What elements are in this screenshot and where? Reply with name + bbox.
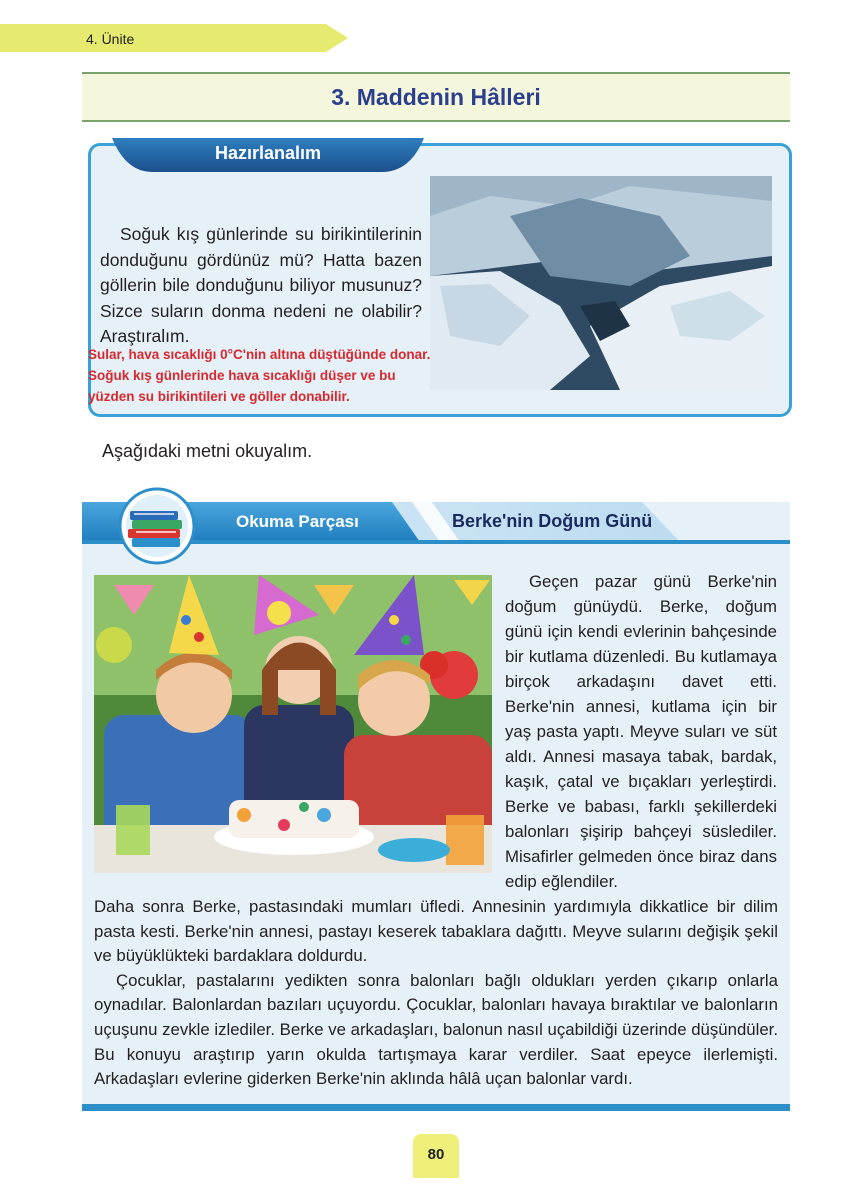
prep-tab-label: Hazırlanalım xyxy=(214,143,322,163)
reading-instruction: Aşağıdaki metni okuyalım. xyxy=(102,441,313,461)
frozen-lake-photo xyxy=(430,176,772,390)
birthday-party-photo xyxy=(94,575,492,873)
story-paragraph-1-continued: Daha sonra Berke, pastasındaki mumları üfledi. Annesinin yardımıyla dikkatlice bir dilim pasta kesti. Berke'nin annesi, pastayı keserek tabaklara dağıttı. Meyve sularını değişik şekil ve büyüklükteki bardaklara doldurdu. xyxy=(94,897,778,966)
story-continued xyxy=(94,895,778,1092)
prep-question xyxy=(100,222,422,350)
story-paragraph-1 xyxy=(505,569,777,894)
books-icon xyxy=(118,487,196,565)
prep-tab xyxy=(112,134,424,174)
prep-question-text: Soğuk kış günlerinde su birikintilerinin donduğunu gördünüz mü? Hatta bazen göllerin bile donduğunu biliyor musunuz? Sizce suların donma nedeni ne olabilir? Araştıralım. xyxy=(100,224,422,346)
unit-tab-shape xyxy=(0,24,348,52)
page-number: 80 xyxy=(413,1134,459,1178)
story-title: Berke'nin Doğum Günü xyxy=(452,511,653,531)
title-band xyxy=(82,72,790,122)
frozen-lake-image xyxy=(430,176,772,390)
story-paragraph-2: Çocuklar, pastalarını yedikten sonra balonları bağlı oldukları yerden çıkarıp onlarla oynadılar. Balonlardan bazıları uçuyordu. Çocuklar, balonları havaya bıraktılar ve balonların uçuşunu zevkle izlediler. Berke ve arkadaşları, balonun nasıl uçabildiği üzerinde düşündüler. Bu konuyu araştırıp yarın okulda tartışmaya karar verdiler. Saat epeyce ilerlemişti. Arkadaşları evlerine giderken Berke'nin aklında hâlâ uçan balonlar vardı. xyxy=(94,970,778,1089)
prep-answer: Sular, hava sıcaklığı 0°C'nin altına düştüğünde donar. Soğuk kış günlerinde hava sıcaklığı düşer ve bu yüzden su birikintileri ve göller donabilir. xyxy=(88,347,431,404)
reading-section-label: Okuma Parçası xyxy=(236,512,359,531)
page-title: 3. Maddenin Hâlleri xyxy=(331,84,541,110)
reading-box-bottom-bar xyxy=(82,1104,790,1111)
unit-tab xyxy=(0,24,348,52)
books-icon-svg xyxy=(118,487,196,565)
story-paragraph-1-text: Geçen pazar günü Berke'nin doğum günüydü. Berke, doğum günü için kendi evlerinin bahçesinde bir kutlama düzenledi. Bu kutlamaya birçok arkadaşını davet etti. Berke'nin annesi, kutlama için bir yaş pasta yaptı. Meyve suları ve süt aldı. Annesi masaya tabak, bardak, kaşık, çatal ve bıçakları yerleştirdi. Berke ve babası, farklı şekillerdeki balonları şişirip bahçeyi süslediler. Misafirler gelmeden önce biraz dans edip eğlendiler. xyxy=(505,572,777,891)
unit-label: 4. Ünite xyxy=(86,31,135,47)
birthday-party-image xyxy=(94,575,492,873)
